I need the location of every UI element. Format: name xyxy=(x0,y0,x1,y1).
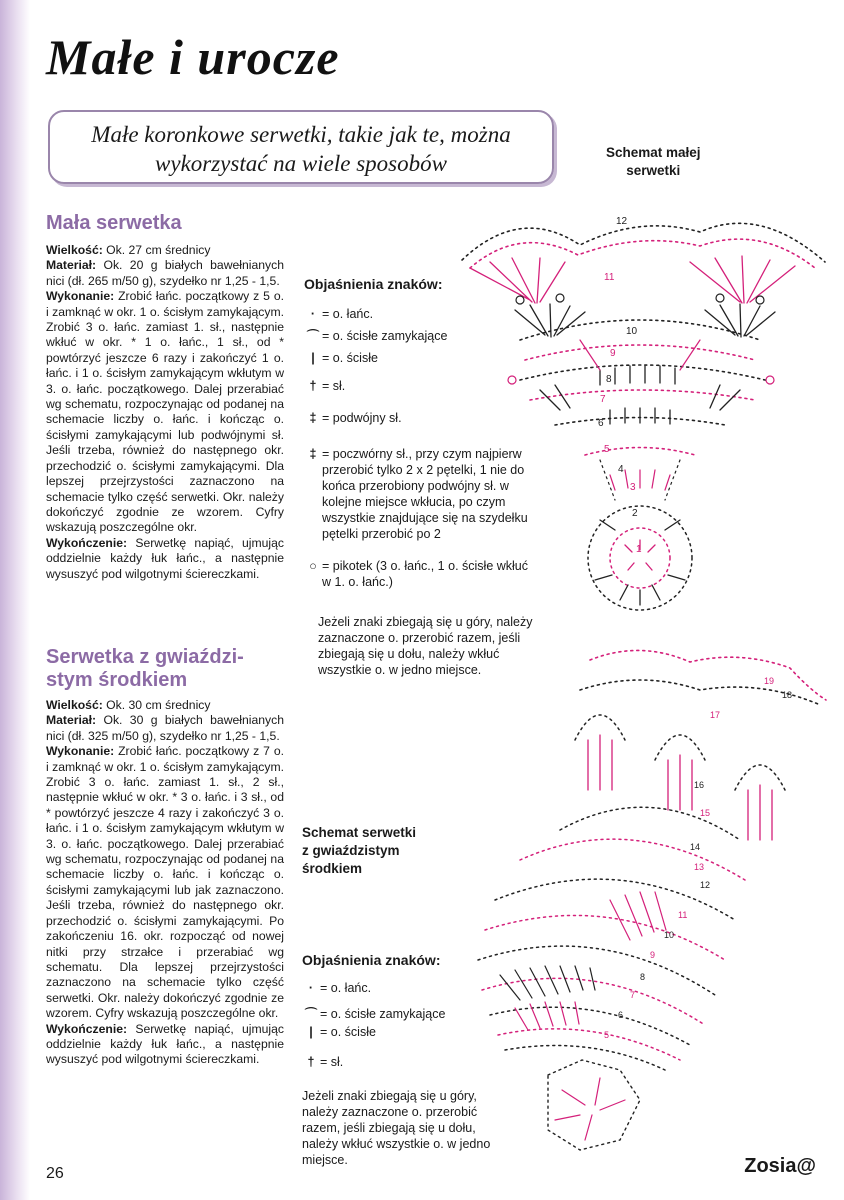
chain-round-8 xyxy=(498,1029,680,1060)
chain-round-11 xyxy=(478,946,715,995)
round-number: 6 xyxy=(618,1010,624,1020)
round-number: 19 xyxy=(764,676,775,686)
chain-round-7 xyxy=(505,1046,665,1071)
legend-text: = sł. xyxy=(322,379,346,393)
diagram-label-line: Schemat małej xyxy=(606,145,701,160)
section-title-line: stym środkiem xyxy=(46,669,188,691)
stitch-diagonal-group xyxy=(610,892,666,940)
value-size: Ok. 30 cm średnicy xyxy=(102,698,211,712)
brand-mark: Zosia@ xyxy=(744,1155,816,1177)
label-finishing: Wykończenie: xyxy=(46,535,128,550)
stitch-fan-pink xyxy=(515,1002,579,1030)
label-instructions: Wykonanie: xyxy=(46,744,115,759)
round-number: 6 xyxy=(598,418,604,429)
label-size: Wielkość: xyxy=(46,243,103,257)
round-number: 4 xyxy=(618,464,624,475)
stitch-column-left xyxy=(588,735,612,790)
chain-round-13 xyxy=(495,879,735,920)
legend-text: = podwójny sł. xyxy=(322,411,402,425)
chain-round-12 xyxy=(485,915,725,960)
round-number: 11 xyxy=(678,910,688,920)
page-title: Małe i urocze xyxy=(46,29,340,85)
legend-2-title: Objaśnienia znaków: xyxy=(302,952,441,968)
round-number: 8 xyxy=(606,374,612,385)
legend-text: = pikotek (3 o. łańc., 1 o. ścisłe wkłuć w 1. o. łańc.) xyxy=(322,559,528,589)
round-number: 13 xyxy=(694,862,705,872)
double-crochet-icon: † xyxy=(309,379,317,393)
round-number: 5 xyxy=(604,1030,610,1040)
round-number: 18 xyxy=(782,690,793,700)
round-number: 8 xyxy=(640,972,646,982)
chain-round-9 xyxy=(490,1007,690,1045)
star-center-stitches xyxy=(555,1078,625,1140)
treble-crochet-icon: ‡ xyxy=(309,411,317,425)
round-number: 5 xyxy=(604,444,610,455)
value-material: Ok. 20 g białych bawełnianych nici (dł. 265 m/50 g), szydełko nr 1,25 - 1,5. xyxy=(46,258,284,288)
round-number: 15 xyxy=(700,808,711,818)
value-finishing: Serwetkę napiąć, ujmując oddzielnie każdy łuk łańc., a następnie wysuszyć pod wilgotnymi ściereczkami. xyxy=(46,1021,284,1067)
single-crochet-icon: | xyxy=(311,351,315,365)
round-number: 1 xyxy=(636,544,642,555)
value-instructions: Zrobić łańc. początkowy z 5 o. i zamknąć w okr. 1 o. ścisłym zamykającym. Zrobić 3 o. łańc. zamiast 1. sł., następnie wkłuć w okr. * 1 o. łańc., 1 sł., od * powtórzyć jeszcze 6 razy i zakończyć 1 o. łańc. i 1 o. ścisłym zamykającym wkłutym w 3. o. łańc. początkowego. Dalej przerabiać wg schematu, rozpoczynając od podanej na schemacie liczby o. łańc. i kończąc o. ścisłymi zamykającymi lub podwójnymi sł. Jeśli trzeba, również do następnego okr. przechodzić o. ścisłymi zamykającymi. Dla lepszej przejrzystości zaznaczono na schemacie tylko część serwetki. Okr. należy dokończyć zgodnie ze wzorem. Cyfry wskazują poszczególne okr. xyxy=(46,289,284,535)
stitch-column-middle xyxy=(668,755,692,810)
diagram-label-line: z gwiaździstym xyxy=(302,843,400,858)
legend-1-title: Objaśnienia znaków: xyxy=(304,276,443,292)
stitch-fan-black xyxy=(500,966,595,1000)
star-center-outline xyxy=(548,1060,640,1150)
round-number: 7 xyxy=(600,394,606,405)
round-number: 14 xyxy=(690,842,701,852)
legend-text: = poczwórny sł., przy czym najpierw przerobić tylko 2 x 2 pętelki, 1 nie do końca przerobiony podwójny sł. w kolejne miejsce wkłucia, po czym wszystkie znajdujące się na szydełku pętelki przerobić po 2 xyxy=(322,447,528,541)
round-number: 9 xyxy=(610,348,616,359)
legend-2-note: Jeżeli znaki zbiegają się u góry, należy zaznaczone o. przerobić razem, jeśli zbiegają się u dołu, należy wkłuć wszystkie o. w jedno miejsce. xyxy=(302,1089,491,1167)
legend-1-note: Jeżeli znaki zbiegają się u góry, należy zaznaczone o. przerobić razem, jeśli zbiegają się u dołu, należy wkłuć wszystkie o. w jedno miejsce. xyxy=(318,615,533,677)
label-material: Materiał: xyxy=(46,258,97,273)
section-title-line: Serwetka z gwiaździ- xyxy=(46,646,244,668)
label-size: Wielkość: xyxy=(46,698,103,712)
diagram-label-line: Schemat serwetki xyxy=(302,825,417,840)
diagram-label-line: serwetki xyxy=(626,163,681,178)
value-material: Ok. 30 g białych bawełnianych nici (dł. 325 m/50 g), szydełko nr 1,25 - 1,5. xyxy=(46,713,284,743)
diagram-label-line: środkiem xyxy=(302,861,363,876)
value-instructions: Zrobić łańc. początkowy z 7 o. i zamknąć w okr. 1 o. ścisłym zamykającym. Zrobić 3 o. łańc. zamiast 1. sł., 2 sł., następnie wkłuć w okr. * 3 o. łańc. i 3 sł., od * powtórzyć jeszcze 4 razy i zakończyć 3 o. łańc. i 1 o. ścisłym zamykającym wkłutym w 3. o. łańc. początkowego. Dalej przerabiać wg schematu, rozpoczynając od podanej na schemacie liczby o. łańc. i kończąc o. ścisłymi zamykającymi lub jak zaznaczono. Jeśli trzeba, również do następnego okr. przechodzić o. ścisłymi zamykającymi. Po zakończeniu 16. okr. rozpocząć od nowej nitki przy strzałce i przerabiać wg schematu. Dla lepszej przejrzystości zaznaczono na schemacie tylko część serwetki. Okr. należy dokończyć zgodnie ze wzorem. Cyfry wskazują poszczególne okr. xyxy=(46,744,284,1021)
subtitle-line: Małe koronkowe serwetki, takie jak te, można xyxy=(91,122,511,147)
slip-stitch-icon: ⌒ xyxy=(304,1007,318,1021)
section-title-mala-serwetka: Mała serwetka xyxy=(46,212,182,234)
round-number: 17 xyxy=(710,710,721,720)
round-number: 3 xyxy=(630,482,636,493)
label-material: Materiał: xyxy=(46,713,97,728)
quadruple-treble-icon: ‡ xyxy=(309,447,317,461)
page-number: 26 xyxy=(46,1165,64,1182)
picot-icon: ○ xyxy=(309,559,317,573)
label-finishing: Wykończenie: xyxy=(46,1021,128,1036)
label-instructions: Wykonanie: xyxy=(46,289,115,304)
legend-text: = o. łańc. xyxy=(322,307,374,321)
slip-stitch-icon: ⌒ xyxy=(306,329,320,343)
legend-text: = o. ścisłe zamykające xyxy=(320,1007,446,1021)
round-number: 7 xyxy=(630,990,636,1000)
chain-stitch-icon: · xyxy=(310,307,316,321)
value-finishing: Serwetkę napiąć, ujmując oddzielnie każdy łuk łańc., a następnie wysuszyć pod wilgotnymi ściereczkami. xyxy=(46,535,284,581)
stitch-column-right xyxy=(748,785,772,840)
round-number: 9 xyxy=(650,950,656,960)
chain-stitch-icon: · xyxy=(308,981,314,995)
round-number: 11 xyxy=(604,272,615,283)
double-crochet-icon: † xyxy=(307,1055,315,1069)
chain-round-14 xyxy=(520,839,745,880)
legend-text: = o. ścisłe xyxy=(322,351,378,365)
round-number: 16 xyxy=(694,780,705,790)
round-number: 10 xyxy=(626,326,638,337)
round-number: 12 xyxy=(616,216,628,227)
legend-text: = o. ścisłe xyxy=(320,1025,376,1039)
chain-round-15 xyxy=(560,807,740,840)
round-number: 12 xyxy=(700,880,711,890)
round-number: 2 xyxy=(632,508,638,519)
legend-text: = o. ścisłe zamykające xyxy=(322,329,448,343)
legend-text: = o. łańc. xyxy=(320,981,372,995)
single-crochet-icon: | xyxy=(309,1025,313,1039)
subtitle-line: wykorzystać na wiele sposobów xyxy=(155,151,447,176)
value-size: Ok. 27 cm średnicy xyxy=(102,243,211,257)
round-number: 10 xyxy=(664,930,675,940)
legend-text: = sł. xyxy=(320,1055,344,1069)
